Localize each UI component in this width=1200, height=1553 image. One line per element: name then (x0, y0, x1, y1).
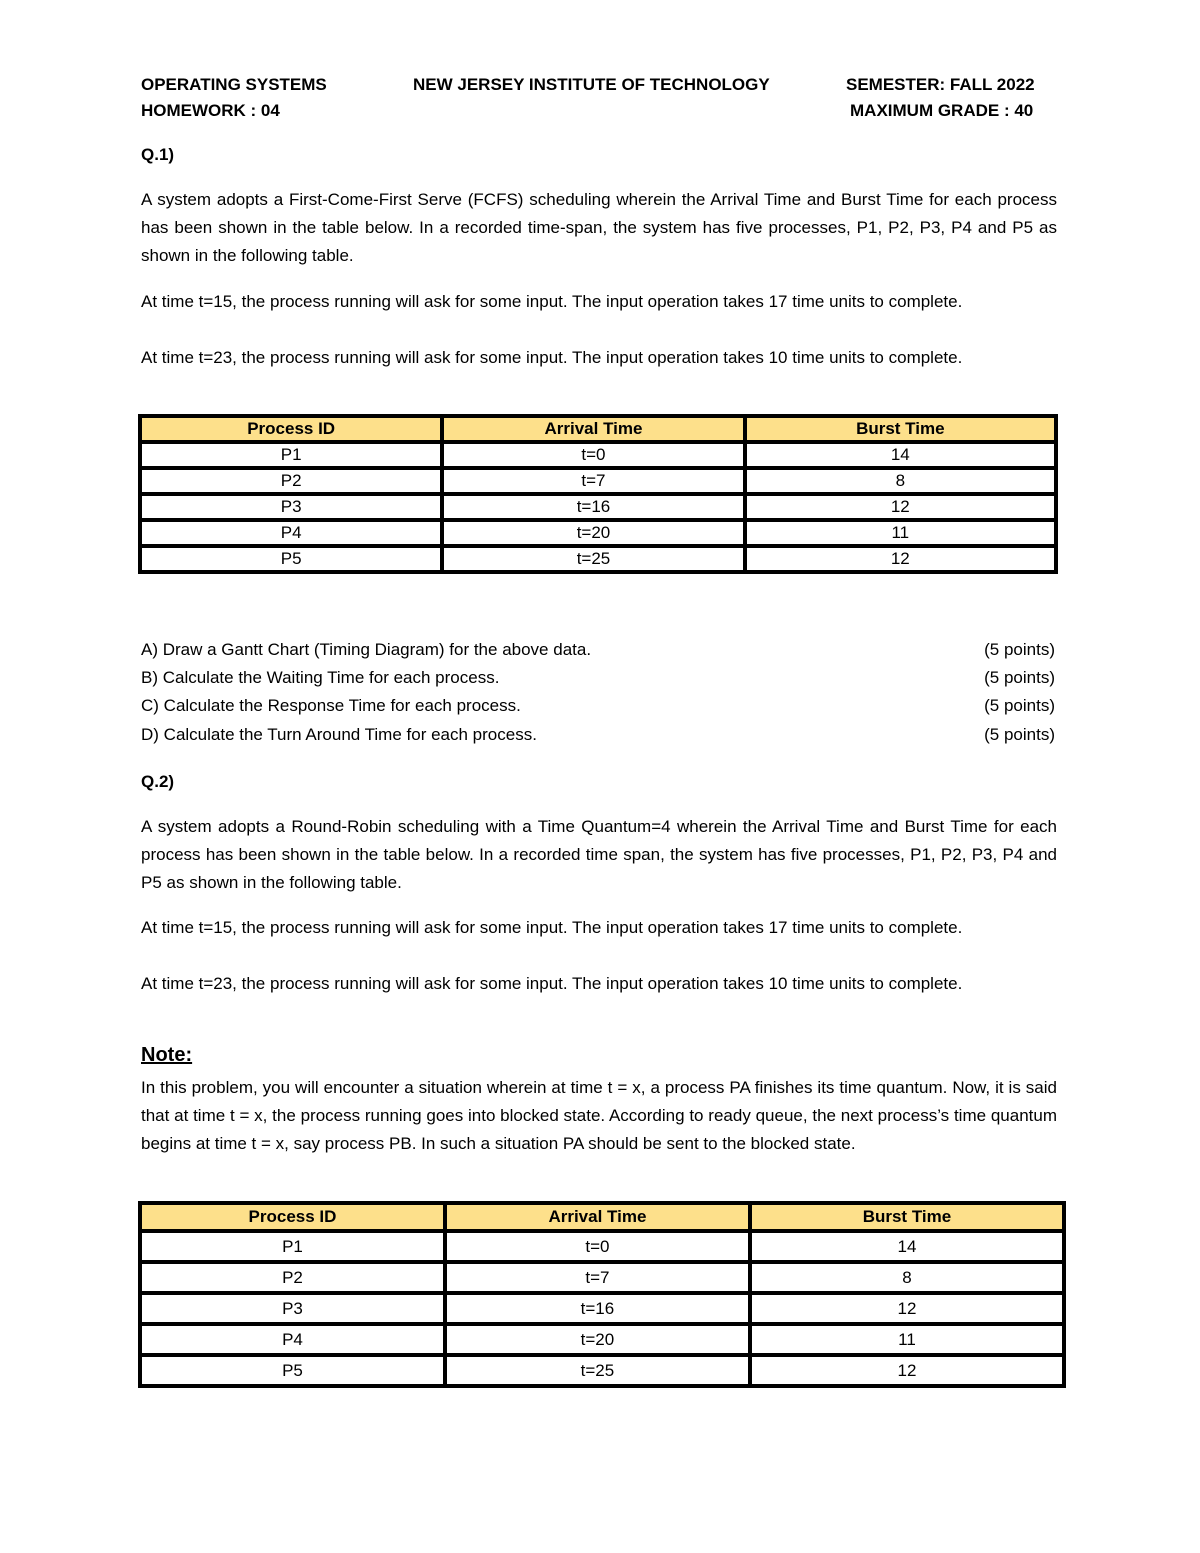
table-row (142, 496, 1054, 518)
cell-arrival-time: t=0 (447, 1233, 748, 1260)
cell-arrival-time: t=20 (444, 522, 742, 544)
cell-arrival-time: t=7 (447, 1264, 748, 1291)
header-burst-time: Burst Time (747, 418, 1054, 440)
q1-title: Q.1) (141, 145, 175, 164)
cell-process-id: P1 (142, 444, 440, 466)
table-header-row (142, 418, 1054, 440)
header-process-id: Process ID (142, 1205, 443, 1229)
header-arrival-time: Arrival Time (444, 418, 742, 440)
cell-arrival-time: t=16 (447, 1295, 748, 1322)
cell-process-id: P5 (142, 1357, 443, 1384)
cell-process-id: P1 (142, 1233, 443, 1260)
q2-title: Q.2) (141, 772, 175, 791)
table-row (142, 1295, 1062, 1322)
cell-arrival-time: t=20 (447, 1326, 748, 1353)
question-text: A) Draw a Gantt Chart (Timing Diagram) for the above data. (141, 640, 592, 659)
cell-process-id: P2 (142, 1264, 443, 1291)
cell-burst-time: 8 (752, 1264, 1062, 1291)
cell-process-id: P3 (142, 1295, 443, 1322)
header-burst-time: Burst Time (752, 1205, 1062, 1229)
q1-question-c (141, 696, 1055, 724)
cell-burst-time: 12 (747, 496, 1054, 518)
q1-process-table (138, 414, 1058, 574)
cell-process-id: P4 (142, 522, 440, 544)
table-row (142, 1357, 1062, 1384)
q2-process-table (138, 1201, 1066, 1388)
cell-burst-time: 11 (747, 522, 1054, 544)
question-text: C) Calculate the Response Time for each process. (141, 696, 521, 715)
cell-arrival-time: t=25 (447, 1357, 748, 1384)
cell-burst-time: 11 (752, 1326, 1062, 1353)
cell-arrival-time: t=7 (444, 470, 742, 492)
cell-burst-time: 8 (747, 470, 1054, 492)
table-row (142, 522, 1054, 544)
q2-io-1: At time t=15, the process running will ask for some input. The input operation takes 17 time units to complete. (141, 918, 963, 937)
note-title: Note: (141, 1044, 193, 1066)
header-arrival-time: Arrival Time (447, 1205, 748, 1229)
table-row (142, 1233, 1062, 1260)
table-header-row (142, 1205, 1062, 1229)
q1-question-b (141, 668, 1055, 696)
table-row (142, 548, 1054, 570)
q1-io-1: At time t=15, the process running will ask for some input. The input operation takes 17 time units to complete. (141, 292, 963, 311)
q2-intro: A system adopts a Round-Robin scheduling with a Time Quantum=4 wherein the Arrival Time and Burst Time for each process has been shown in the table below. In a recorded time span, the system has five processes, P1, P2, P3, P4 and P5 as shown in the following table. (141, 817, 1057, 892)
cell-arrival-time: t=16 (444, 496, 742, 518)
question-points: (5 points) (984, 696, 1055, 715)
note-text: In this problem, you will encounter a situation wherein at time t = x, a process PA finishes its time quantum. Now, it is said that at time t = x, the process running goes into blocked state. According to ready queue, the next process’s time quantum begins at time t = x, say process PB. In such a situation PA should be sent to the blocked state. (141, 1078, 1057, 1153)
cell-arrival-time: t=0 (444, 444, 742, 466)
question-text: B) Calculate the Waiting Time for each process. (141, 668, 500, 687)
q1-io-2: At time t=23, the process running will ask for some input. The input operation takes 10 time units to complete. (141, 348, 963, 367)
table-row (142, 1264, 1062, 1291)
question-text: D) Calculate the Turn Around Time for each process. (141, 725, 537, 744)
cell-burst-time: 12 (752, 1357, 1062, 1384)
cell-burst-time: 14 (747, 444, 1054, 466)
cell-process-id: P5 (142, 548, 440, 570)
cell-burst-time: 12 (747, 548, 1054, 570)
q1-question-a (141, 640, 1055, 668)
question-points: (5 points) (984, 725, 1055, 744)
table-row (142, 470, 1054, 492)
table-row (142, 444, 1054, 466)
q1-question-d (141, 725, 1055, 753)
cell-process-id: P2 (142, 470, 440, 492)
table-row (142, 1326, 1062, 1353)
semester-label: SEMESTER: FALL 2022 (846, 75, 1035, 94)
question-points: (5 points) (984, 640, 1055, 659)
cell-burst-time: 14 (752, 1233, 1062, 1260)
cell-process-id: P4 (142, 1326, 443, 1353)
max-grade-label: MAXIMUM GRADE : 40 (850, 101, 1034, 120)
cell-arrival-time: t=25 (444, 548, 742, 570)
cell-process-id: P3 (142, 496, 440, 518)
q1-intro: A system adopts a First-Come-First Serve (FCFS) scheduling wherein the Arrival Time and Burst Time for each process has been shown in the table below. In a recorded time-span, the system has five processes, P1, P2, P3, P4 and P5 as shown in the following table. (141, 190, 1057, 265)
q2-io-2: At time t=23, the process running will ask for some input. The input operation takes 10 time units to complete. (141, 974, 963, 993)
cell-burst-time: 12 (752, 1295, 1062, 1322)
institute-name: NEW JERSEY INSTITUTE OF TECHNOLOGY (413, 75, 770, 94)
question-points: (5 points) (984, 668, 1055, 687)
course-name: OPERATING SYSTEMS (141, 75, 327, 94)
homework-number: HOMEWORK : 04 (141, 101, 280, 120)
header-process-id: Process ID (142, 418, 440, 440)
